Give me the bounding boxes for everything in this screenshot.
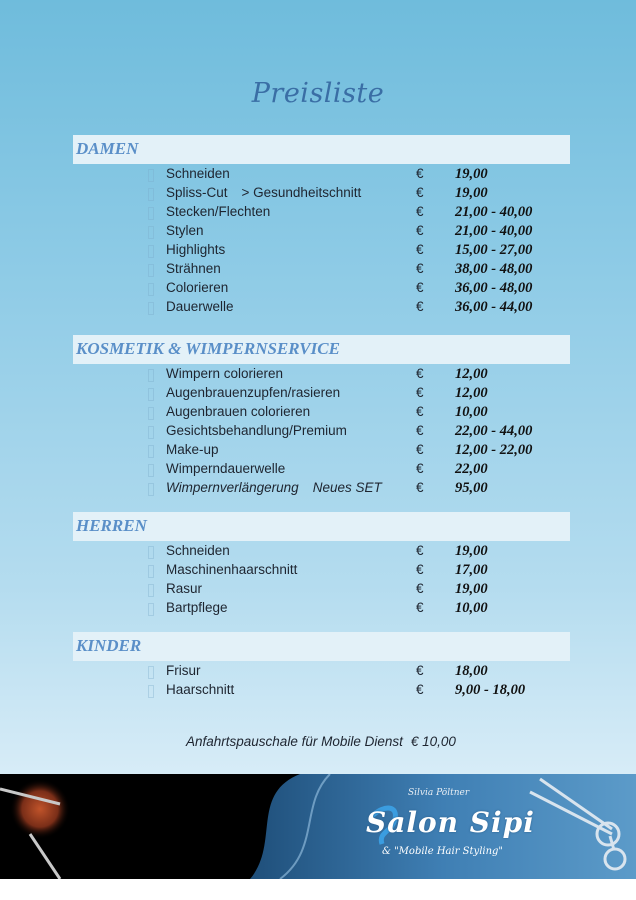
service-price: 10,00 — [455, 404, 488, 420]
banner-artwork — [0, 774, 636, 879]
bullet-icon — [148, 464, 154, 477]
bullet-icon — [148, 302, 154, 315]
price-row — [148, 366, 578, 385]
currency-symbol: € — [416, 166, 424, 181]
service-label: Maschinenhaarschnitt — [166, 562, 298, 577]
service-label: Augenbrauenzupfen/rasieren — [166, 385, 341, 400]
price-row — [148, 185, 578, 204]
currency-symbol: € — [416, 404, 424, 419]
service-price: 19,00 — [455, 581, 488, 597]
service-price: 19,00 — [455, 185, 488, 201]
service-price: 9,00 - 18,00 — [455, 682, 526, 698]
salon-tagline: & "Mobile Hair Styling" — [382, 846, 504, 857]
service-price: 21,00 - 40,00 — [455, 204, 533, 220]
service-price: 36,00 - 44,00 — [455, 299, 533, 315]
bullet-icon — [148, 226, 154, 239]
bullet-icon — [148, 264, 154, 277]
page-bottom-margin — [0, 879, 636, 900]
service-label: Schneiden — [166, 543, 230, 558]
service-label: Schneiden — [166, 166, 230, 181]
section-title: KOSMETIK & WIMPERNSERVICE — [76, 339, 340, 358]
price-row — [148, 600, 578, 619]
currency-symbol: € — [416, 562, 424, 577]
currency-symbol: € — [416, 385, 424, 400]
service-price: 12,00 — [455, 366, 488, 382]
bullet-icon — [148, 483, 154, 496]
service-label: Frisur — [166, 663, 201, 678]
service-price: 18,00 — [455, 663, 488, 679]
service-price: 21,00 - 40,00 — [455, 223, 533, 239]
bullet-icon — [148, 407, 154, 420]
salon-logo-name: Salon Sipi — [366, 806, 535, 839]
service-price: 36,00 - 48,00 — [455, 280, 533, 296]
bullet-icon — [148, 369, 154, 382]
service-label: Highlights — [166, 242, 226, 257]
price-row — [148, 442, 578, 461]
service-price: 22,00 — [455, 461, 488, 477]
price-row — [148, 682, 578, 701]
price-row — [148, 562, 578, 581]
bullet-icon — [148, 426, 154, 439]
service-label: Wimperndauerwelle — [166, 461, 286, 476]
price-row — [148, 280, 578, 299]
bullet-icon — [148, 685, 154, 698]
makeup-powder-icon — [10, 779, 70, 839]
service-label: Rasur — [166, 581, 203, 596]
currency-symbol: € — [416, 280, 424, 295]
currency-symbol: € — [416, 480, 424, 495]
price-row — [148, 404, 578, 423]
service-price: 10,00 — [455, 600, 488, 616]
currency-symbol: € — [416, 663, 424, 678]
currency-symbol: € — [416, 185, 424, 200]
page-title: Preisliste — [251, 78, 385, 109]
owner-signature: Silvia Pöltner — [408, 788, 470, 798]
section-title: HERREN — [76, 516, 147, 535]
service-label: Haarschnitt — [166, 682, 235, 697]
price-row — [148, 166, 578, 185]
service-label: Wimpernverlängerung — [166, 480, 299, 495]
service-label: Strähnen — [166, 261, 221, 276]
currency-symbol: € — [416, 204, 424, 219]
salon-banner — [0, 774, 636, 879]
section-header-kosmetik — [73, 335, 570, 364]
travel-fee-note — [186, 734, 456, 749]
currency-symbol: € — [416, 223, 424, 238]
bullet-icon — [148, 283, 154, 296]
service-price: 12,00 — [455, 385, 488, 401]
bullet-icon — [148, 445, 154, 458]
travel-fee-amount: € 10,00 — [410, 734, 456, 749]
currency-symbol: € — [416, 366, 424, 381]
currency-symbol: € — [416, 682, 424, 697]
section-title: KINDER — [76, 636, 142, 655]
bullet-icon — [148, 546, 154, 559]
section-header-damen — [73, 135, 570, 164]
service-price: 95,00 — [455, 480, 488, 496]
section-header-herren — [73, 512, 570, 541]
bullet-icon — [148, 584, 154, 597]
bullet-icon — [148, 603, 154, 616]
currency-symbol: € — [416, 461, 424, 476]
price-row — [148, 261, 578, 280]
section-title: DAMEN — [76, 139, 139, 158]
bullet-icon — [148, 169, 154, 182]
price-row — [148, 299, 578, 318]
service-price: 17,00 — [455, 562, 488, 578]
currency-symbol: € — [416, 543, 424, 558]
currency-symbol: € — [416, 423, 424, 438]
price-row — [148, 480, 578, 499]
bullet-icon — [148, 388, 154, 401]
service-note: Neues SET — [312, 480, 382, 495]
service-label: Augenbrauen colorieren — [166, 404, 311, 419]
bullet-icon — [148, 207, 154, 220]
price-row — [148, 543, 578, 562]
price-row — [148, 385, 578, 404]
service-price: 19,00 — [455, 166, 488, 182]
price-row — [148, 461, 578, 480]
service-label: Dauerwelle — [166, 299, 234, 314]
currency-symbol: € — [416, 581, 424, 596]
currency-symbol: € — [416, 600, 424, 615]
currency-symbol: € — [416, 442, 424, 457]
price-row — [148, 423, 578, 442]
currency-symbol: € — [416, 261, 424, 276]
currency-symbol: € — [416, 299, 424, 314]
service-price: 19,00 — [455, 543, 488, 559]
travel-fee-label: Anfahrtspauschale für Mobile Dienst — [186, 734, 403, 749]
service-label: Spliss-Cut — [166, 185, 228, 200]
price-row — [148, 581, 578, 600]
price-row — [148, 223, 578, 242]
service-label: Make-up — [166, 442, 219, 457]
currency-symbol: € — [416, 242, 424, 257]
service-label: Stecken/Flechten — [166, 204, 271, 219]
bullet-icon — [148, 666, 154, 679]
service-label: Stylen — [166, 223, 204, 238]
price-row — [148, 663, 578, 682]
bullet-icon — [148, 565, 154, 578]
service-price: 15,00 - 27,00 — [455, 242, 533, 258]
price-row — [148, 204, 578, 223]
service-price: 22,00 - 44,00 — [455, 423, 533, 439]
service-note: > Gesundheitschnitt — [241, 185, 362, 200]
service-label: Bartpflege — [166, 600, 228, 615]
service-label: Wimpern colorieren — [166, 366, 284, 381]
price-row — [148, 242, 578, 261]
service-label: Gesichtsbehandlung/Premium — [166, 423, 347, 438]
section-header-kinder — [73, 632, 570, 661]
service-price: 12,00 - 22,00 — [455, 442, 533, 458]
service-label: Colorieren — [166, 280, 229, 295]
bullet-icon — [148, 188, 154, 201]
service-price: 38,00 - 48,00 — [455, 261, 533, 277]
bullet-icon — [148, 245, 154, 258]
